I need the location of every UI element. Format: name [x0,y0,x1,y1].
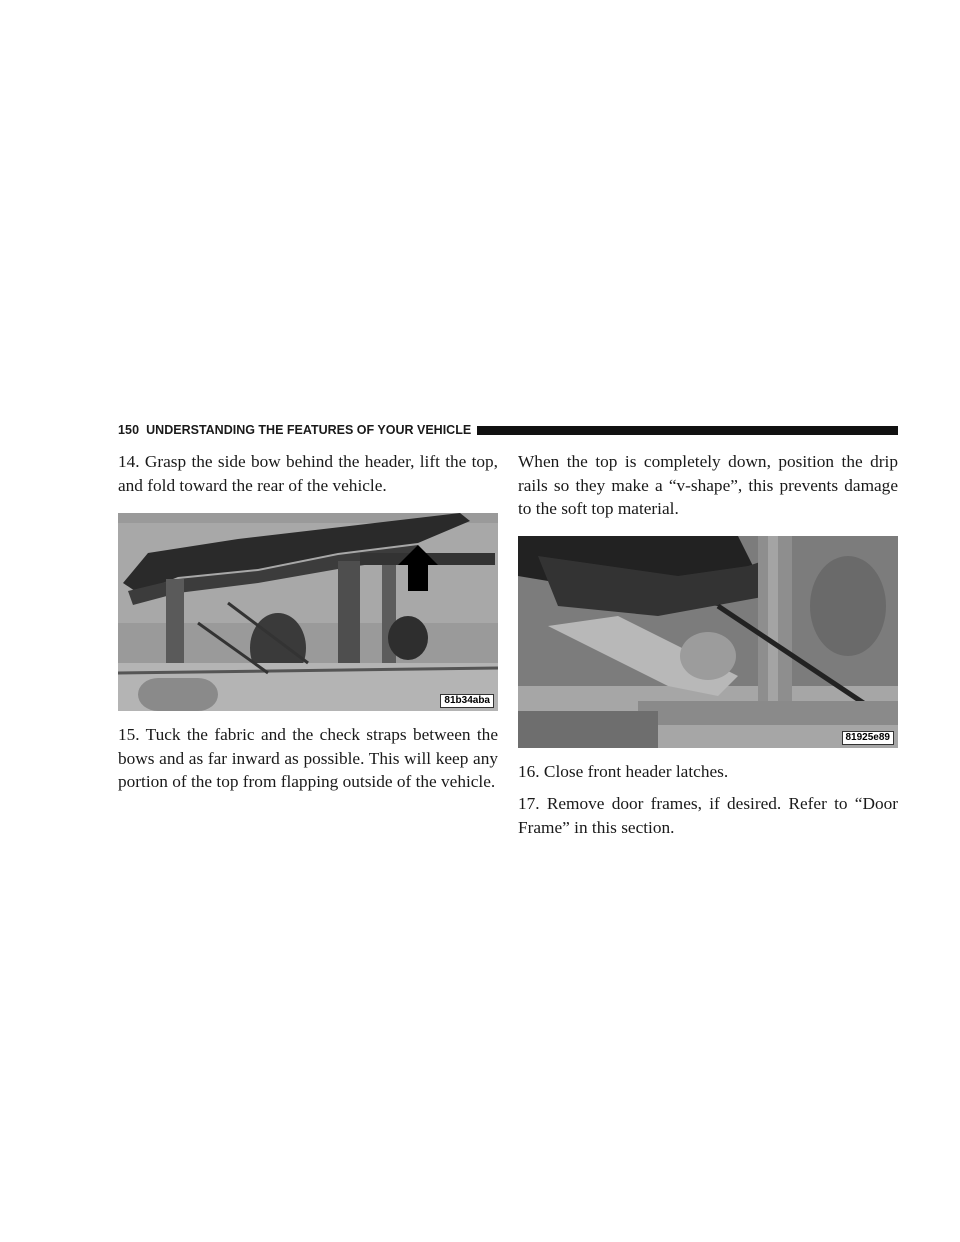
step-17-text: 17. Remove door frames, if desired. Refer to “Door Frame” in this section. [518,794,898,837]
right-column [518,450,898,839]
section-title: UNDERSTANDING THE FEATURES OF YOUR VEHICLE [146,423,472,437]
header-rule [477,426,898,435]
drip-rails-illustration [518,536,898,748]
step-16-text: 16. Close front header latches. [518,761,729,781]
figure-drip-rails [518,536,898,748]
page-number: 150 [118,423,140,437]
left-column [118,450,498,794]
step-15-text: 15. Tuck the fabric and the check straps between the bows and as far inward as possible. This will keep any portion of the top from flapping outside of the vehicle. [118,725,498,791]
figure-fold-top [118,513,498,711]
drip-rail-intro-text: When the top is completely down, position the drip rails so they make a “v-shape”, this prevents damage to the soft top material. [518,452,898,518]
page-header [118,420,898,440]
fold-top-illustration [118,513,498,711]
figure-2-code: 81925e89 [842,731,895,745]
figure-1-code: 81b34aba [440,694,494,708]
step-14-text: 14. Grasp the side bow behind the header, lift the top, and fold toward the rear of the vehicle. [118,452,498,495]
